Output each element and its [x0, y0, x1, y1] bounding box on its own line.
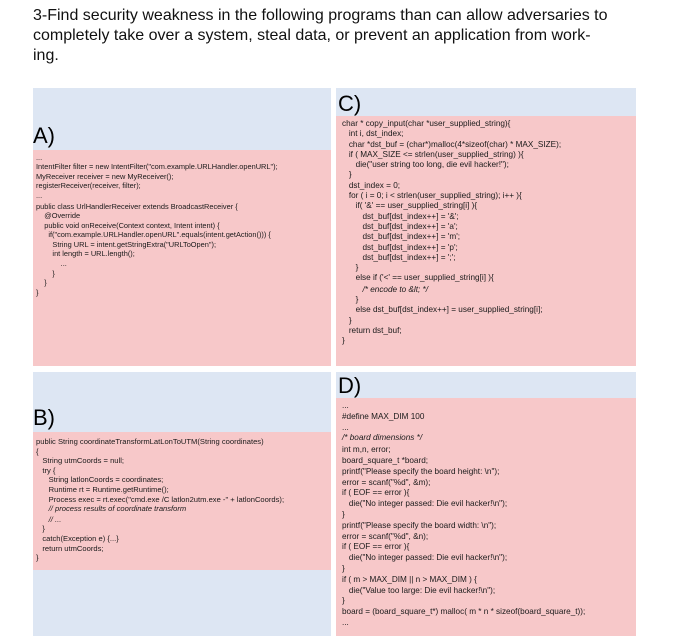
code-line: MyReceiver receiver = new MyReceiver(); [36, 171, 174, 181]
code-line: board = (board_square_t*) malloc( m * n * sizeof(board_square_t)); [342, 607, 586, 617]
code-line: /* encode to &lt; */ [342, 284, 429, 294]
code-line: } [36, 278, 47, 288]
code-line: public void onReceive(Context context, Intent intent) { [36, 220, 220, 230]
code-line: printf("Please specify the board height: \n"); [342, 466, 500, 476]
code-line: dst_buf[dst_index++] = 'm'; [342, 232, 461, 242]
code-line: if("com.example.URLHandler.openURL".equals(intent.getAction())) { [36, 230, 271, 240]
code-line: } [36, 287, 39, 297]
code-line: for ( i = 0; i < strlen(user_supplied_string); i++ ){ [342, 191, 522, 201]
code-line: String URL = intent.getStringExtra("URLToOpen"); [36, 239, 217, 249]
code-line: char * copy_input(char *user_supplied_string){ [342, 119, 511, 128]
question-line-1: 3-Find security weakness in the following programs than can allow adversaries to [33, 7, 608, 24]
code-line: if ( m > MAX_DIM || n > MAX_DIM ) { [342, 574, 477, 584]
code-line: registerReceiver(receiver, filter); [36, 181, 141, 191]
code-line: } [342, 315, 352, 325]
code-line: dst_buf[dst_index++] = '&'; [342, 211, 459, 221]
code-line: return utmCoords; [36, 543, 104, 553]
code-line: IntentFilter filter = new IntentFilter("com.example.URLHandler.openURL"); [36, 162, 278, 172]
code-line: } [342, 170, 352, 180]
code-line: error = scanf("%d", &n); [342, 531, 429, 541]
code-line: } [342, 563, 345, 573]
code-line: } [342, 336, 345, 346]
panel-c-label: C) [338, 91, 362, 116]
code-line: char *dst_buf = (char*)malloc(4*sizeof(char) * MAX_SIZE); [342, 139, 562, 149]
code-line: // ... [36, 514, 62, 524]
code-line: int m,n, error; [342, 445, 391, 455]
code-line: { [36, 446, 39, 456]
code-line: ... [36, 153, 43, 162]
code-line: catch(Exception e) {...} [36, 533, 119, 543]
code-line: Runtime rt = Runtime.getRuntime(); [36, 484, 169, 494]
code-line: } [36, 524, 45, 534]
code-line: die("user string too long, die evil hacker!"); [342, 160, 509, 170]
panel-b-code [36, 437, 284, 563]
code-line: } [342, 295, 359, 305]
code-line: if ( EOF == error ){ [342, 542, 410, 552]
code-line: ... [342, 617, 349, 627]
code-line: dst_buf[dst_index++] = ';'; [342, 252, 456, 262]
code-line: printf("Please specify the board width: \n"); [342, 520, 497, 530]
code-line: public class UrlHandlerReceiver extends BroadcastReceiver { [36, 202, 238, 212]
code-line: #define MAX_DIM 100 [342, 411, 425, 421]
code-line: die("No integer passed: Die evil hacker!\n"); [342, 499, 508, 509]
code-line: /* board dimensions */ [342, 433, 423, 443]
panel-b-label: B) [33, 405, 55, 430]
code-line: dst_buf[dst_index++] = 'a'; [342, 221, 458, 231]
code-line: String utmCoords = null; [36, 456, 124, 466]
panel-a-label: A) [33, 123, 55, 148]
code-line: if ( EOF == error ){ [342, 488, 410, 498]
code-line: ... [342, 422, 349, 432]
code-line: board_square_t *board; [342, 455, 429, 465]
panel-d-code [342, 401, 585, 629]
question-line-3: ing. [33, 47, 59, 64]
code-line: ... [342, 401, 349, 410]
code-line: else if ('<' == user_supplied_string[i] ){ [342, 273, 494, 283]
code-line: dst_index = 0; [342, 180, 401, 190]
panel-c-code [342, 119, 561, 347]
code-line: try { [36, 465, 56, 475]
code-line: ... [36, 190, 43, 200]
code-line: if( '&' == user_supplied_string[i] ){ [342, 201, 478, 211]
question-line-2: completely take over a system, steal data, or prevent an application from work- [33, 27, 591, 44]
code-line: Process exec = rt.exec("cmd.exe /C latlon2utm.exe -" + latlonCoords); [36, 494, 285, 504]
question-text [33, 6, 673, 66]
code-line: else dst_buf[dst_index++] = user_supplied_string[i]; [342, 305, 543, 315]
code-line: String latlonCoords = coordinates; [36, 475, 164, 485]
code-line: } [342, 263, 359, 273]
code-line: @Override [36, 211, 81, 221]
code-line: } [36, 553, 39, 563]
code-line: ... [36, 259, 67, 269]
code-line: } [342, 596, 345, 606]
panel-d-label: D) [338, 373, 362, 398]
code-line: int i, dst_index; [342, 129, 404, 139]
code-line: int length = URL.length(); [36, 249, 135, 259]
code-line: error = scanf("%d", &m); [342, 477, 431, 487]
code-line: } [36, 268, 55, 278]
code-line: return dst_buf; [342, 325, 402, 335]
code-line: die("No integer passed: Die evil hacker!\n"); [342, 553, 508, 563]
code-line: } [342, 509, 345, 519]
code-line: if ( MAX_SIZE <= strlen(user_supplied_string) ){ [342, 149, 524, 159]
code-line: dst_buf[dst_index++] = 'p'; [342, 242, 458, 252]
panel-a-code [36, 153, 278, 297]
code-line: // process results of coordinate transform [36, 504, 187, 514]
code-line: public String coordinateTransformLatLonToUTM(String coordinates) [36, 437, 264, 446]
code-line: die("Value too large: Die evil hacker!\n"); [342, 585, 496, 595]
